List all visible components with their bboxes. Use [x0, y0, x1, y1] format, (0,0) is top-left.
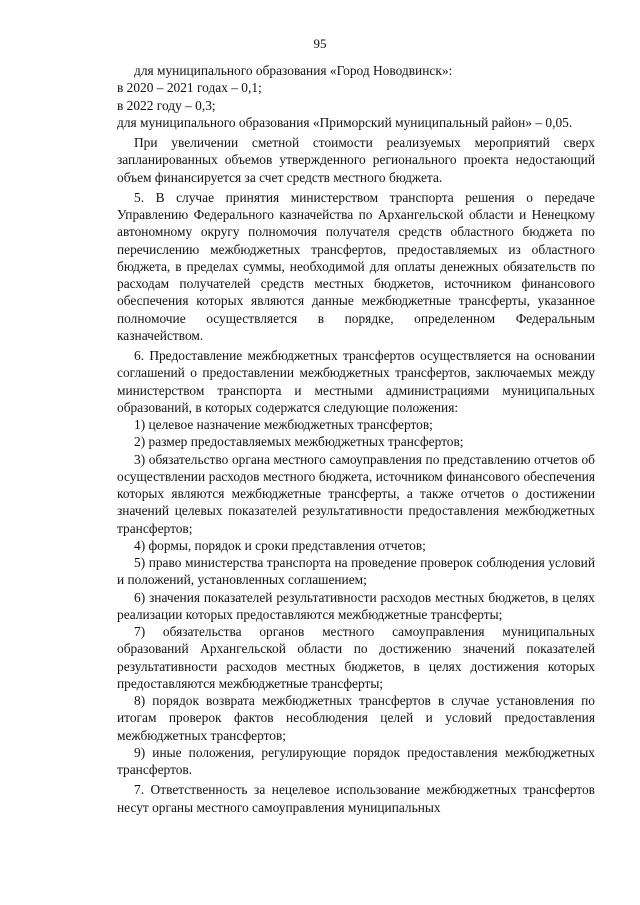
page-number: 95: [313, 36, 327, 51]
document-body: [117, 62, 595, 816]
paragraph: в 2020 – 2021 годах – 0,1;: [117, 80, 262, 96]
paragraph: 5. В случае принятия министерством транспорта решения о передаче Управлению Федерального казначейства по Архангельской области и Ненецкому автономному округу полномочия получателя средств областного бюджета по перечислению межбюджетных трансфертов, предоставляемых из областного бюджета, в пределах суммы, необходимой для оплаты денежных обязательств по расходам получателей средств местных бюджетов, источником финансового обеспечения которых являются данные межбюджетные трансферты, указанное полномочие осуществляется в порядке, определенном Федеральным казначейством.: [117, 189, 595, 343]
list-item: 2) размер предоставляемых межбюджетных трансфертов;: [134, 434, 464, 450]
list-item: 9) иные положения, регулирующие порядок предоставления межбюджетных трансфертов.: [117, 744, 595, 777]
list-item: 5) право министерства транспорта на проведение проверок соблюдения условий и положений, установленных соглашением;: [117, 555, 595, 588]
paragraph: для муниципального образования «Город Новодвинск»:: [134, 63, 453, 78]
list-item: 6) значения показателей результативности расходов местных бюджетов, в целях реализации которых предоставляются межбюджетные трансферты;: [117, 589, 595, 622]
paragraph: 6. Предоставление межбюджетных трансфертов осуществляется на основании соглашений о предоставлении межбюджетных трансфертов, заключаемых между министерством транспорта и местными администрациями муниципальных образований, в которых содержатся следующие положения:: [117, 348, 595, 415]
list-item: 8) порядок возврата межбюджетных трансфертов в случае установления по итогам проверок фактов несоблюдения целей и условий предоставления межбюджетных трансфертов;: [117, 693, 595, 743]
paragraph: При увеличении сметной стоимости реализуемых мероприятий сверх запланированных объемов утвержденного регионального проекта недостающий объем финансируется за счет средств местного бюджета.: [117, 135, 595, 185]
paragraph: 7. Ответственность за нецелевое использование межбюджетных трансфертов несут органы местного самоуправления муниципальных: [117, 782, 595, 815]
list-item: 1) целевое назначение межбюджетных трансфертов;: [134, 417, 433, 432]
list-item: 3) обязательство органа местного самоуправления по представлению отчетов об осуществлении расходов местного бюджета, источником финансового обеспечения которых являются межбюджетные трансферты, а также отчетов о достижении значений целевых показателей результативности предоставления межбюджетных трансфертов;: [117, 451, 595, 536]
paragraph: для муниципального образования «Приморский муниципальный район» – 0,05.: [117, 114, 573, 130]
list-item: 4) формы, порядок и сроки представления отчетов;: [134, 537, 426, 553]
paragraph: в 2022 году – 0,3;: [117, 97, 216, 113]
list-item: 7) обязательства органов местного самоуправления муниципальных образований Архангельской области по достижению значений показателей результативности расходов местных бюджетов, в целях достижения которых предоставляются межбюджетные трансферты;: [117, 624, 595, 691]
